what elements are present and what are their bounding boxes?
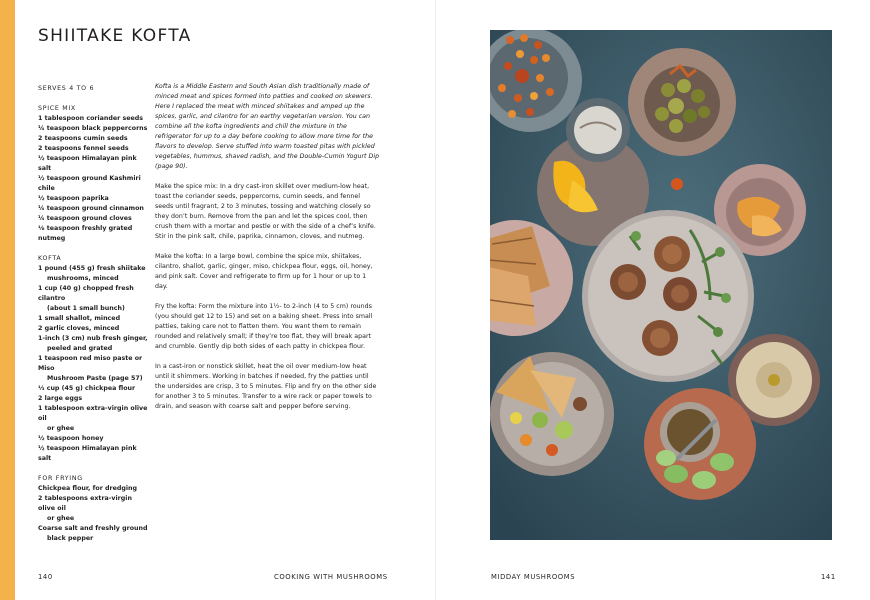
ingredient: or ghee <box>47 425 75 432</box>
section-heading-spice-mix: SPICE MIX <box>38 105 76 112</box>
left-running-head: COOKING WITH MUSHROOMS <box>274 573 388 581</box>
headnote: Kofta is a Middle Eastern and South Asian dish traditionally made of minced meat and spices formed into patties and cooked on skewers. Here I replaced the meat with minced shiitakes and amped up the spices, garlic, and cilantro for an earthy vegetarian version. You can combine all the kofta ingredients and chill the mixture in the refrigerator for up to a day before cooking to allow more time for the flavors to develop. Serve stuffed into warm toasted pitas with pickled vegetables, hummus, shaved radish, and the Double-Cumin Yogurt Dip (page 90). <box>155 83 380 170</box>
book-gutter <box>435 0 436 600</box>
ingredient: 2 tablespoons extra-virgin olive oil <box>38 495 132 512</box>
method-step: In a cast-iron or nonstick skillet, heat the oil over medium-low heat until it shimmers. Working in batches if needed, fry the patties until the undersides are crisp, 3 to 5 minutes. Flip and fry on the other side for another 3 to 5 minutes. Transfer to a wire rack or paper towels to drain, and season with coarse salt and pepper before serving. <box>155 363 377 410</box>
ingredient: peeled and grated <box>47 345 113 352</box>
ingredient: 1 pound (455 g) fresh shiitake <box>38 265 146 272</box>
ingredient: or ghee <box>47 515 75 522</box>
ingredient: 1 cup (40 g) chopped fresh cilantro <box>38 285 134 302</box>
ingredient: ½ teaspoon Himalayan pink salt <box>38 155 137 172</box>
ingredient: Mushroom Paste (page 57) <box>47 375 143 382</box>
method-column <box>155 82 380 422</box>
ingredient: 2 teaspoons cumin seeds <box>38 135 128 142</box>
right-running-head: MIDDAY MUSHROOMS <box>491 573 576 581</box>
ingredient: ½ teaspoon honey <box>38 435 104 442</box>
kofta-platter <box>582 210 754 382</box>
section-heading-kofta: KOFTA <box>38 255 62 262</box>
right-page-number: 141 <box>821 573 836 581</box>
ingredient: ½ teaspoon Himalayan pink salt <box>38 445 137 462</box>
ingredient: ¼ teaspoon ground cinnamon <box>38 205 144 212</box>
ingredients-column <box>38 84 150 544</box>
ingredient: ¼ teaspoon ground cloves <box>38 215 132 222</box>
ingredient: 2 teaspoons fennel seeds <box>38 145 129 152</box>
ingredient: ⅓ cup (45 g) chickpea flour <box>38 385 136 392</box>
ingredient: 1 tablespoon coriander seeds <box>38 115 144 122</box>
food-photograph <box>490 30 832 540</box>
lentil-and-cucumber-plate <box>644 388 756 500</box>
ingredient: 2 large eggs <box>38 395 83 402</box>
olive-bowl <box>628 48 736 156</box>
serves-line: SERVES 4 TO 6 <box>38 85 95 92</box>
ingredient: black pepper <box>47 535 94 542</box>
ingredient: 2 garlic cloves, minced <box>38 325 120 332</box>
method-step: Make the kofta: In a large bowl, combine the spice mix, shiitakes, cilantro, shallot, garlic, ginger, miso, chickpea flour, eggs, oil, honey, and pink salt. Cover and refrigerate to firm up for 1 hour or up to 1 day. <box>155 253 373 290</box>
ingredient: 1 small shallot, minced <box>38 315 121 322</box>
ingredient: 1 tablespoon extra-virgin olive oil <box>38 405 148 422</box>
ingredient: ½ teaspoon ground Kashmiri chile <box>38 175 141 192</box>
ingredient: Chickpea flour, for dredging <box>38 485 138 492</box>
method-step: Fry the kofta: Form the mixture into 1½- to 2-inch (4 to 5 cm) rounds (you should get 12 to 15) and set on a baking sheet. Press into small patties, taking care not to flatten them. You want them to remain rounded and relatively small; if they’re too flat, they will break apart and crumble. Gently dip both sides of each patty in chickpea flour. <box>155 303 373 350</box>
method-step: Make the spice mix: In a dry cast-iron skillet over medium-low heat, toast the coriander seeds, peppercorns, cumin seeds, and fennel seeds until fragrant, 2 to 3 minutes, tossing and watching closely so they don’t burn. Remove from the pan and let the spices cool, then crush them with a mortar and pestle or with the side of a chef’s knife. Stir in the pink salt, chile, paprika, cinnamon, cloves, and nutmeg. <box>155 183 376 240</box>
ingredient: 1 teaspoon red miso paste or Miso <box>38 355 143 372</box>
ingredient: ½ teaspoon paprika <box>38 195 109 202</box>
ingredient: mushrooms, minced <box>47 275 119 282</box>
loose-tomato <box>671 178 683 190</box>
ingredient: Coarse salt and freshly ground <box>38 525 148 532</box>
left-page-number: 140 <box>38 573 53 581</box>
ingredient: 1-inch (3 cm) nub fresh ginger, <box>38 335 148 342</box>
section-heading-for-frying: FOR FRYING <box>38 475 83 482</box>
page-edge-accent <box>0 0 15 600</box>
ingredient: (about 1 small bunch) <box>47 305 125 312</box>
recipe-title: SHIITAKE KOFTA <box>38 26 192 46</box>
ingredient: ¼ teaspoon black peppercorns <box>38 125 148 132</box>
ingredient: ⅛ teaspoon freshly grated nutmeg <box>38 225 133 242</box>
pita-salad-plate <box>490 352 614 476</box>
